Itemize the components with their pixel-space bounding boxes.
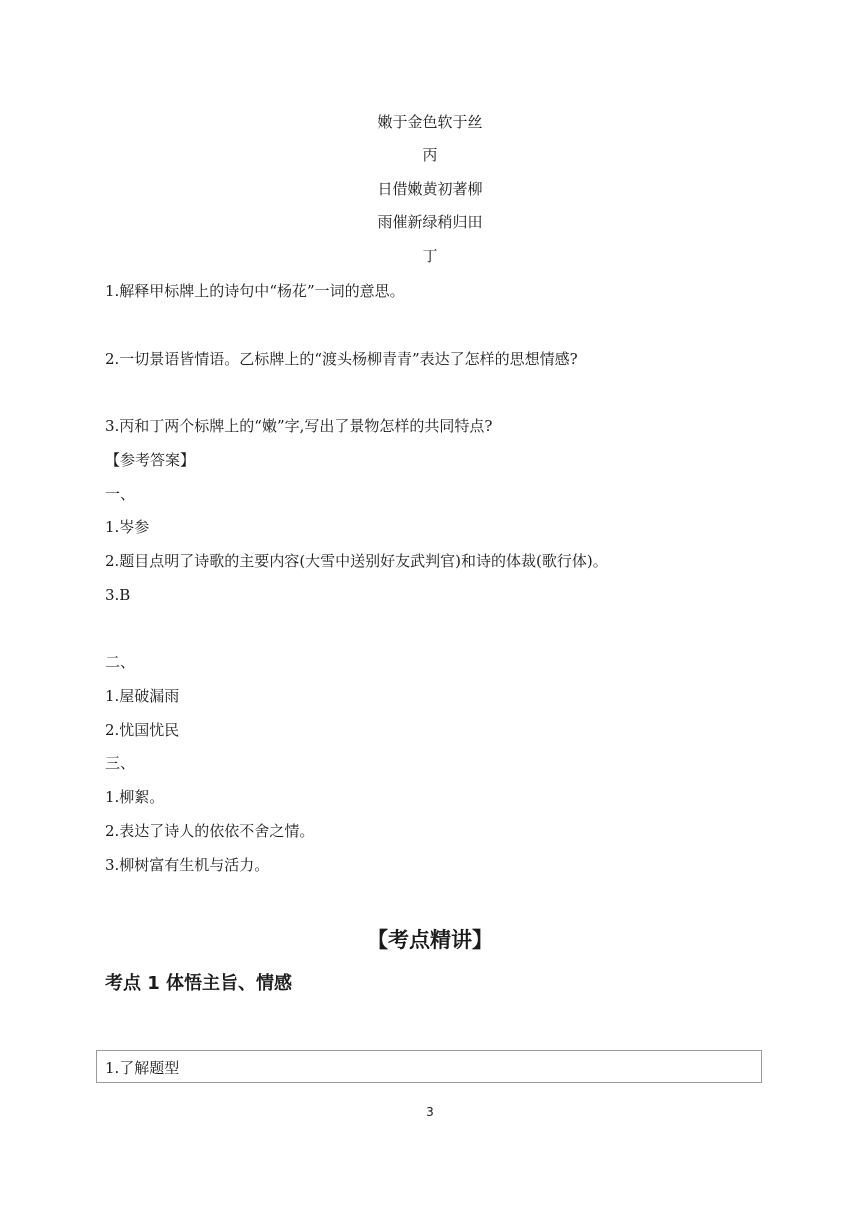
topic-box-text: 1.了解题型 [105,1059,180,1077]
answers-part-2-label: 二、 [105,653,136,671]
answers-heading: 【参考答案】 [105,451,196,469]
answers-part-1-label: 一、 [105,485,136,503]
poem-label-ding: 丁 [422,247,438,265]
poem-line-3: 雨催新绿稍归田 [377,213,483,231]
answers-part-3-label: 三、 [105,754,136,772]
answer-2-2: 2.忧国忧民 [105,721,180,739]
answer-3-1: 1.柳絮。 [105,788,165,806]
poem-line-1: 嫩于金色软于丝 [377,113,483,131]
answer-1-1: 1.岑参 [105,518,150,536]
answer-2-1: 1.屋破漏雨 [105,687,180,705]
section-heading: 【考点精讲】 [367,928,493,952]
answer-1-2: 2.题目点明了诗歌的主要内容(大雪中送别好友武判官)和诗的体裁(歌行体)。 [105,552,608,570]
answer-3-3: 3.柳树富有生机与活力。 [105,856,270,874]
poem-label-bing: 丙 [422,146,438,164]
subsection-heading: 考点 1 体悟主旨、情感 [105,973,293,994]
answer-1-3: 3.B [105,586,131,604]
poem-line-2: 日借嫩黄初著柳 [377,180,483,198]
question-1: 1.解释甲标牌上的诗句中“杨花”一词的意思。 [105,282,405,300]
question-2: 2.一切景语皆情语。乙标牌上的“渡头杨柳青青”表达了怎样的思想情感? [105,350,578,368]
topic-box [96,1050,762,1083]
answer-3-2: 2.表达了诗人的依依不舍之情。 [105,822,315,840]
page-number: 3 [426,1105,434,1119]
question-3: 3.丙和丁两个标牌上的“嫩”字,写出了景物怎样的共同特点? [105,417,493,435]
